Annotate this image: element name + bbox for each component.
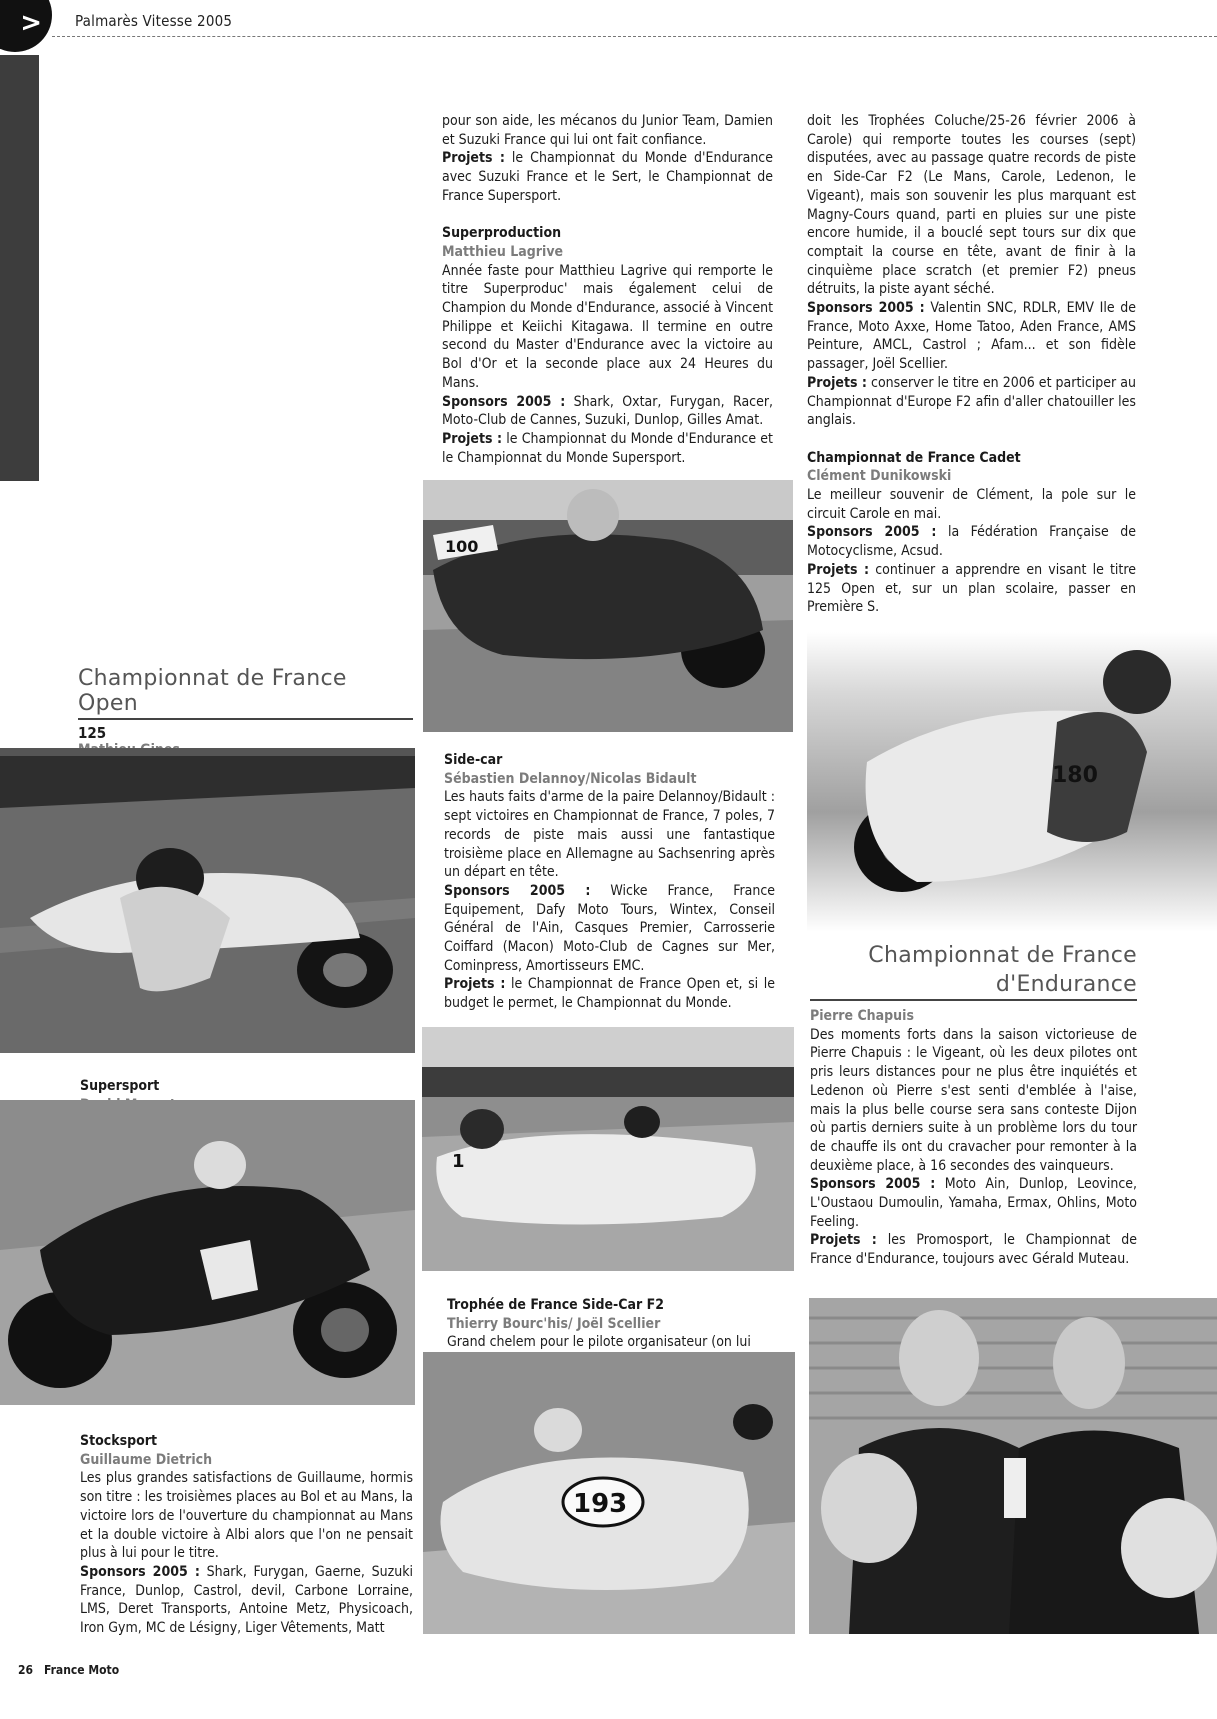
superproduction-sponsors: Sponsors 2005 : Shark, Oxtar, Furygan, Racer, Moto-Club de Cannes, Suzuki, Dunlop, Gilles Amat. bbox=[442, 393, 774, 429]
stocksport-title: Stocksport bbox=[80, 1433, 157, 1449]
sidecar-number-1: 1 bbox=[452, 1151, 465, 1172]
cadet-sponsors: Sponsors 2005 : la Fédération Française de Motocyclisme, Acsud. bbox=[807, 524, 1136, 560]
cadet-rider: Clément Dunikowski bbox=[807, 468, 952, 485]
cadet-projets: Projets : continuer a apprendre en visant le titre 125 Open et, sur un plan scolaire, passer en Première S. bbox=[807, 561, 1136, 616]
stocksport-body: Les plus grandes satisfactions de Guillaume, hormis son titre : les troisièmes places au Bol et au Mans, la victoire lors de l'ouverture du championnat au Mans et la double victoire à Albi alors que l'on ne pensait plus à lui pour le titre. bbox=[80, 1470, 413, 1562]
superproduction-title: Superproduction bbox=[442, 225, 562, 242]
section-side-tab bbox=[0, 55, 39, 481]
col3-continuation: doit les Trophées Coluche/25-26 février 2006 à Carole) qui remporte toutes les courses (sept) disputées, avec au passage quatre records de piste en Side-Car F2 (Le Mans, Carole, Ledenon, le Vigeant), mais son souvenir les plus marquant est Magny-Cours quand, parti en pluies sur une piste encore humide, il a bouclé sept tours sur dix que comptait la course en tête, avant de finir à la cinquième place scratch (et premier F2) pneus détruits, la piste ayant séché. bbox=[807, 113, 1136, 298]
open-class: 125 bbox=[78, 724, 107, 742]
photo-open-125-rider bbox=[0, 748, 415, 1053]
stocksport-rider: Guillaume Dietrich bbox=[80, 1451, 213, 1468]
magazine-brand: France Moto bbox=[44, 1663, 120, 1677]
page-number: 26 bbox=[18, 1663, 34, 1677]
photo-superproduction-100 bbox=[423, 480, 793, 732]
endurance-projets: Projets : les Promosport, le Championnat de France d'Endurance, toujours avec Gérald Muteau. bbox=[810, 1232, 1137, 1268]
sidecar-body: Les hauts faits d'arme de la paire Delannoy/Bidault : sept victoires en Championnat de France, 7 poles, 7 records de piste mais aussi une fantastique troisième place en Allemagne au Sachsenring après un départ en tête. bbox=[444, 789, 775, 881]
photo-supersport-ducati bbox=[0, 1100, 415, 1405]
col3-top-text bbox=[807, 112, 1136, 617]
sidecar-projets: Projets : le Championnat de France Open et, si le budget le permet, le Championnat du Monde. bbox=[444, 976, 775, 1012]
header-divider bbox=[52, 36, 1217, 37]
photo-cadet-180 bbox=[807, 632, 1217, 932]
endurance-body: Des moments forts dans la saison victorieuse de Pierre Chapuis : le Vigeant, où les deux pilotes ont pris leurs distances pour ne plus être inquiétés et Ledenon où Pierre s'est senti d'emblée à l'aise, mais la plus belle course sera sans conteste Dijon où partis derniers suite à un problème lors du tour de chauffe ils ont du cravacher pour remonter à la deuxième place, à 16 secondes des vainqueurs. bbox=[810, 1026, 1137, 1174]
superproduction-body: Année faste pour Matthieu Lagrive qui remporte le titre Superproduc' mais également celui de Champion du Monde d'Endurance, associé à Vincent Philippe et Keiichi Kitagawa. Il termine en outre second du Master d'Endurance avec la victoire au Bol d'Or et la seconde place aux 24 Heures du Mans. bbox=[442, 262, 774, 391]
endurance-sponsors: Sponsors 2005 : Moto Ain, Dunlop, Leovince, L'Oustaou Dumoulin, Yamaha, Ermax, Ohlins, Moto Feeling. bbox=[810, 1176, 1138, 1230]
photo-sidecar-f2-193 bbox=[423, 1352, 795, 1634]
endurance-title-line2: d'Endurance bbox=[810, 972, 1137, 1001]
sidecar-number-193: 193 bbox=[573, 1489, 628, 1519]
col2-projets: Projets : le Championnat du Monde d'Endurance avec Suzuki France et le Sert, le Championnat de France Supersport. bbox=[442, 150, 773, 204]
col3-projets: Projets : conserver le titre en 2006 et participer au Championnat d'Europe F2 afin d'aller chatouiller les anglais. bbox=[807, 374, 1136, 429]
superproduction-rider: Matthieu Lagrive bbox=[442, 243, 564, 260]
f2-section bbox=[447, 1296, 777, 1352]
bike-number-180: 180 bbox=[1052, 763, 1098, 788]
open-heading-block bbox=[78, 666, 413, 758]
photo-endurance-riders-trophy bbox=[809, 1298, 1217, 1634]
superproduction-projets: Projets : le Championnat du Monde d'Endurance et le Championnat du Monde Supersport. bbox=[442, 430, 773, 466]
endurance-rider: Pierre Chapuis bbox=[810, 1008, 914, 1024]
endurance-heading bbox=[810, 943, 1137, 1001]
cadet-title: Championnat de France Cadet bbox=[807, 449, 1021, 466]
sidecar-section bbox=[444, 751, 775, 1013]
sidecar-sponsors: Sponsors 2005 : Wicke France, France Equipement, Dafy Moto Tours, Wintex, Conseil Général de l'Ain, Casques Premier, Carrosserie Coiffard (Macon) Moto-Club de Cagnes sur Mer, Cominpress, Amortisseurs EMC. bbox=[444, 882, 775, 974]
blank-panel bbox=[40, 65, 415, 665]
endurance-section bbox=[810, 1007, 1137, 1269]
section-arrow-badge: > bbox=[0, 0, 52, 52]
sidecar-title: Side-car bbox=[444, 752, 503, 768]
running-header: Palmarès Vitesse 2005 bbox=[75, 12, 233, 30]
photo-sidecar-1 bbox=[422, 1027, 794, 1271]
cadet-body: Le meilleur souvenir de Clément, la pole sur le circuit Carole en mai. bbox=[807, 487, 1136, 522]
endurance-title-line1: Championnat de France bbox=[868, 943, 1137, 968]
col2-continuation: pour son aide, les mécanos du Junior Team, Damien et Suzuki France qui lui ont fait confiance. bbox=[442, 113, 773, 148]
supersport-title: Supersport bbox=[80, 1078, 160, 1094]
col3-sponsors: Sponsors 2005 : Valentin SNC, RDLR, EMV Ile de France, Moto Axxe, Home Tatoo, Aden France, AMS Peinture, AMCL, Castrol ; Afam... et son fidèle passager, Joël Scellier. bbox=[807, 300, 1136, 373]
f2-title: Trophée de France Side-Car F2 bbox=[447, 1297, 664, 1313]
stocksport-sponsors: Sponsors 2005 : Shark, Furygan, Gaerne, Suzuki France, Dunlop, Castrol, devil, Carbone Lorraine, LMS, Deret Transports, Antoine Metz, Physicoach, Iron Gym, MC de Lésigny, Liger Vêtements, Matt bbox=[80, 1563, 413, 1637]
open-title: Championnat de France Open bbox=[78, 666, 413, 720]
bike-number-100: 100 bbox=[445, 537, 479, 556]
stocksport-section bbox=[80, 1432, 413, 1638]
sidecar-riders: Sébastien Delannoy/Nicolas Bidault bbox=[444, 770, 697, 787]
col2-top-text bbox=[442, 112, 773, 467]
f2-body: Grand chelem pour le pilote organisateur (on lui bbox=[447, 1334, 751, 1351]
f2-riders: Thierry Bourc'his/ Joël Scellier bbox=[447, 1315, 661, 1332]
